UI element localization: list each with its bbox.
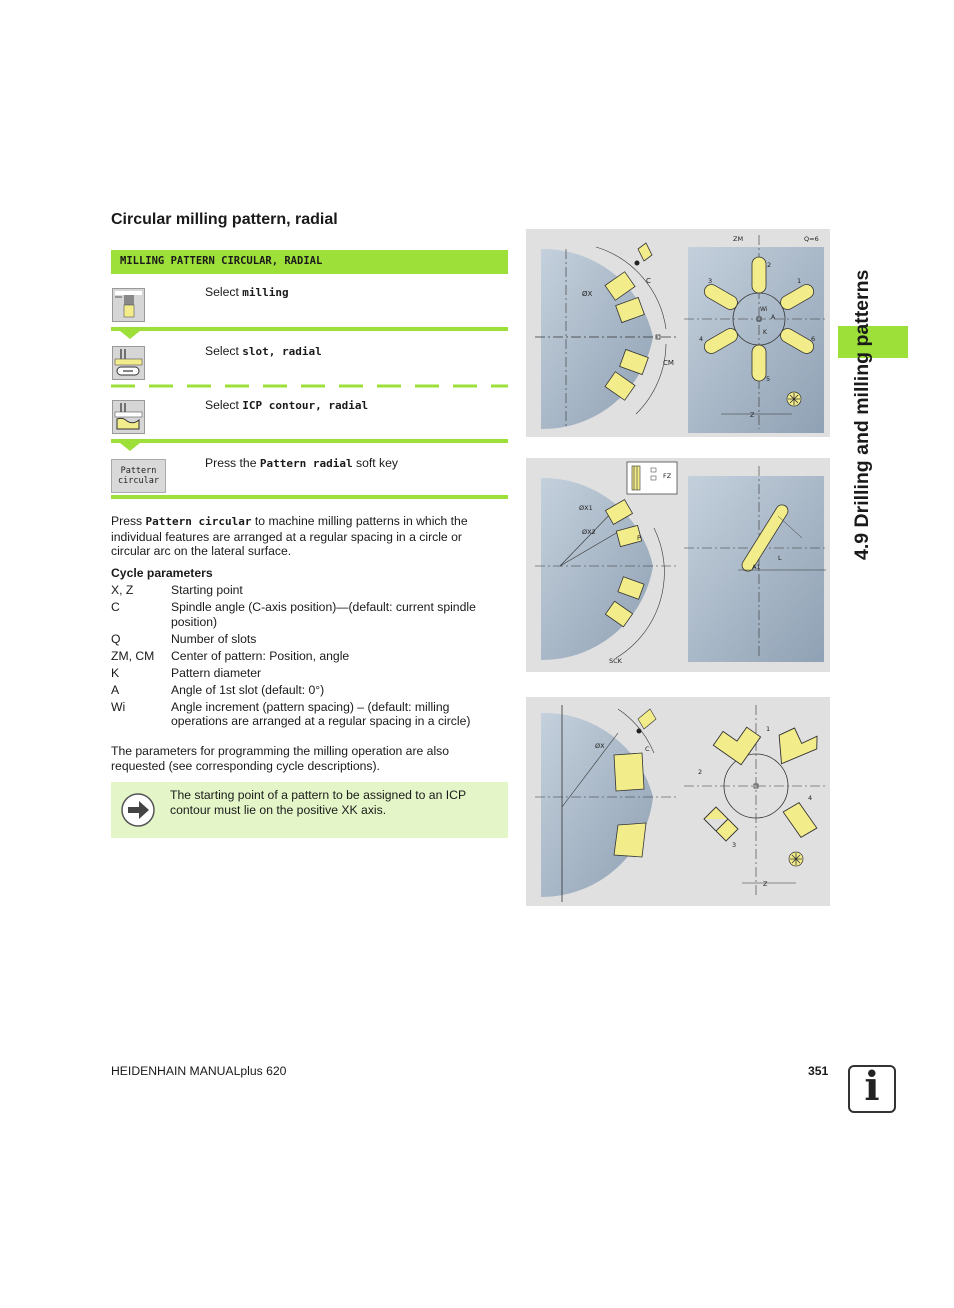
slot-radial-softkey[interactable] [112, 346, 145, 380]
step-divider [111, 327, 508, 331]
step-slot-radial: Select slot, radial [205, 344, 322, 358]
svg-text:5: 5 [766, 375, 771, 383]
intro-paragraph: Press Pattern circular to machine milling patterns in which the individual features are arranged at a regular spacing in a circle or circular arc on the lateral surface. [111, 514, 468, 558]
svg-text:SCK: SCK [609, 657, 622, 665]
svg-text:Z: Z [763, 880, 768, 888]
svg-text:A: A [771, 314, 776, 321]
svg-text:Z: Z [750, 411, 755, 419]
svg-text:3: 3 [732, 841, 737, 849]
milling-icon [113, 289, 144, 321]
svg-text:K: K [763, 329, 767, 336]
param-row: Wi Angle increment (pattern spacing) – (default: milling operations are arranged at a regular spacing in a circle) [111, 699, 471, 728]
note-text: The starting point of a pattern to be assigned to an ICP contour must lie on the positive XK axis. [170, 788, 466, 817]
note-box [111, 782, 508, 838]
step-icp-contour: Select ICP contour, radial [205, 398, 369, 412]
param-row: Q Number of slots [111, 631, 257, 646]
icp-contour-radial-softkey[interactable] [112, 400, 145, 434]
svg-text:CM: CM [663, 359, 674, 367]
svg-text:Q=6: Q=6 [804, 235, 819, 243]
svg-text:FZ: FZ [663, 472, 672, 480]
figure-radial-slot-pattern [526, 229, 830, 437]
svg-text:ØX: ØX [582, 290, 593, 298]
step-milling: Select milling [205, 285, 289, 299]
param-row: ZM, CM Center of pattern: Position, angle [111, 648, 350, 663]
svg-text:Wi: Wi [760, 306, 768, 313]
svg-text:2: 2 [698, 768, 703, 776]
footer-publisher: HEIDENHAIN MANUALplus 620 [111, 1064, 287, 1078]
cycle-parameters-list [111, 583, 511, 731]
step-pattern-radial: Press the Pattern radial soft key [205, 456, 398, 470]
down-arrow-icon [120, 443, 140, 451]
page-number: 351 [808, 1064, 829, 1078]
svg-text:ZM: ZM [733, 235, 744, 243]
svg-text:1: 1 [797, 277, 802, 285]
softkey-label-line1: Pattern [120, 466, 157, 476]
svg-text:P: P [637, 534, 641, 542]
menu-title: MILLING PATTERN CIRCULAR, RADIAL [120, 255, 323, 267]
workpiece-profile [541, 249, 653, 429]
svg-text:C: C [646, 277, 651, 285]
figure-icp-contour-pattern [526, 458, 830, 672]
svg-text:ØX: ØX [595, 742, 605, 750]
svg-text:C: C [645, 745, 650, 753]
svg-text:3: 3 [708, 277, 713, 285]
down-arrow-icon [120, 331, 140, 339]
svg-text:ØX2: ØX2 [582, 528, 596, 536]
svg-text:2: 2 [767, 261, 772, 269]
icp-contour-icon [113, 401, 144, 433]
milling-softkey[interactable] [112, 288, 145, 322]
svg-text:4: 4 [808, 794, 813, 802]
arrow-right-icon [120, 792, 156, 828]
params-footer-paragraph: The parameters for programming the milling operation are also requested (see corresponding cycle descriptions). [111, 744, 450, 773]
svg-text:4: 4 [699, 335, 704, 343]
param-row: C Spindle angle (C-axis position)—(default: current spindle position) [111, 600, 476, 629]
svg-text:ØX1: ØX1 [579, 504, 593, 512]
param-row: K Pattern diameter [111, 665, 262, 680]
side-tab-title: 4.9 Drilling and milling patterns [851, 269, 873, 560]
param-row: X, Z Starting point [111, 583, 243, 597]
svg-text:6: 6 [811, 335, 816, 343]
step-divider [111, 439, 508, 443]
info-icon: i [848, 1065, 896, 1113]
alternative-divider [111, 384, 508, 388]
cycle-parameters-title: Cycle parameters [111, 566, 213, 580]
milling-cutter-icon [789, 852, 803, 866]
svg-text:1: 1 [766, 725, 771, 733]
softkey-label-line2: circular [118, 476, 159, 486]
slot-radial-icon [113, 347, 144, 379]
param-row: A Angle of 1st slot (default: 0°) [111, 682, 325, 697]
svg-text:A1: A1 [752, 563, 761, 571]
svg-text:L: L [778, 554, 782, 562]
menu-title-bar [111, 250, 508, 274]
milling-cutter-icon [787, 392, 801, 406]
menu-end-divider [111, 495, 508, 499]
figure-icp-radial-pattern [526, 697, 830, 906]
section-heading: Circular milling pattern, radial [111, 211, 338, 228]
pattern-circular-softkey[interactable] [111, 459, 166, 493]
